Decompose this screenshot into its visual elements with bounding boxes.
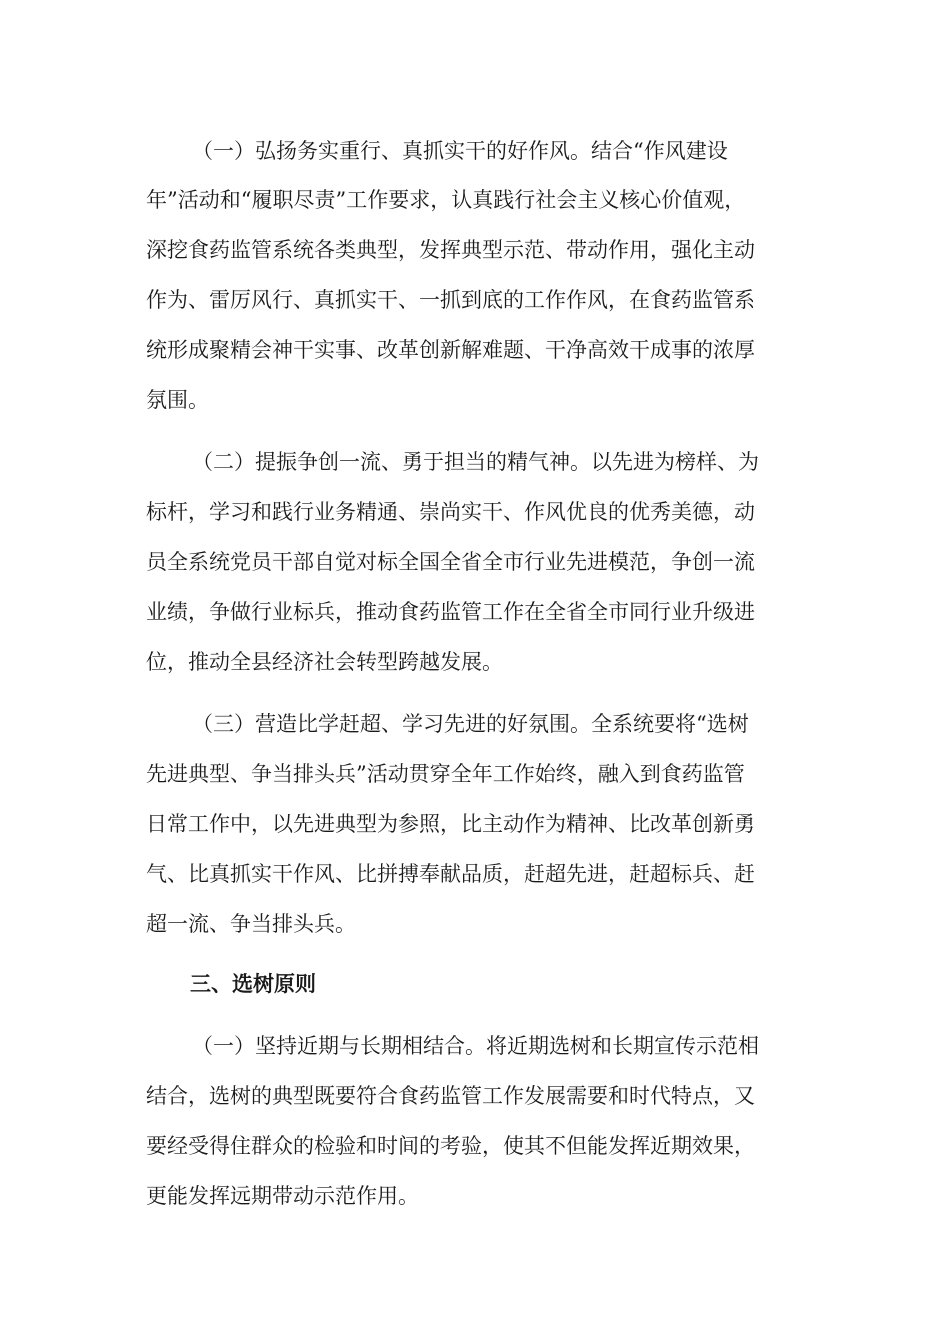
paragraph-line: （一）坚持近期与长期相结合。将近期选树和长期宣传示范相 xyxy=(192,1034,759,1058)
paragraph-line: 结合，选树的典型既要符合食药监管工作发展需要和时代特点，又 xyxy=(146,1084,755,1108)
paragraph-line: 深挖食药监管系统各类典型，发挥典型示范、带动作用，强化主动 xyxy=(146,238,755,262)
paragraph-line: 要经受得住群众的检验和时间的考验，使其不但能发挥近期效果， xyxy=(146,1134,755,1158)
section-heading: 三、选树原则 xyxy=(190,971,316,996)
paragraph-line: （二）提振争创一流、勇于担当的精气神。以先进为榜样、为 xyxy=(192,450,759,474)
paragraph-line: 统形成聚精会神干实事、改革创新解难题、干净高效干成事的浓厚 xyxy=(146,338,755,362)
paragraph-line: 超一流、争当排头兵。 xyxy=(146,912,356,936)
paragraph-line: 日常工作中，以先进典型为参照，比主动作为精神、比改革创新勇 xyxy=(146,812,755,836)
paragraph-line: 氛围。 xyxy=(146,388,209,412)
paragraph-line: （一）弘扬务实重行、真抓实干的好作风。结合“作风建设 xyxy=(192,139,728,163)
paragraph-line: 作为、雷厉风行、真抓实干、一抓到底的工作作风，在食药监管系 xyxy=(146,288,755,312)
paragraph-line: 业绩，争做行业标兵，推动食药监管工作在全省全市同行业升级进 xyxy=(146,600,755,624)
paragraph-line: 位，推动全县经济社会转型跨越发展。 xyxy=(146,650,503,674)
paragraph-line: 年”活动和“履职尽责”工作要求，认真践行社会主义核心价值观， xyxy=(146,188,746,212)
paragraph-line: 员全系统党员干部自觉对标全国全省全市行业先进模范，争创一流 xyxy=(146,550,755,574)
paragraph-line: 更能发挥远期带动示范作用。 xyxy=(146,1184,419,1208)
paragraph-line: 先进典型、争当排头兵”活动贯穿全年工作始终，融入到食药监管 xyxy=(146,762,745,786)
paragraph-line: （三）营造比学赶超、学习先进的好氛围。全系统要将“选树 xyxy=(192,712,749,736)
paragraph-line: 气、比真抓实干作风、比拼搏奉献品质，赶超先进，赶超标兵、赶 xyxy=(146,862,755,886)
paragraph-line: 标杆，学习和践行业务精通、崇尚实干、作风优良的优秀美德，动 xyxy=(146,500,755,524)
